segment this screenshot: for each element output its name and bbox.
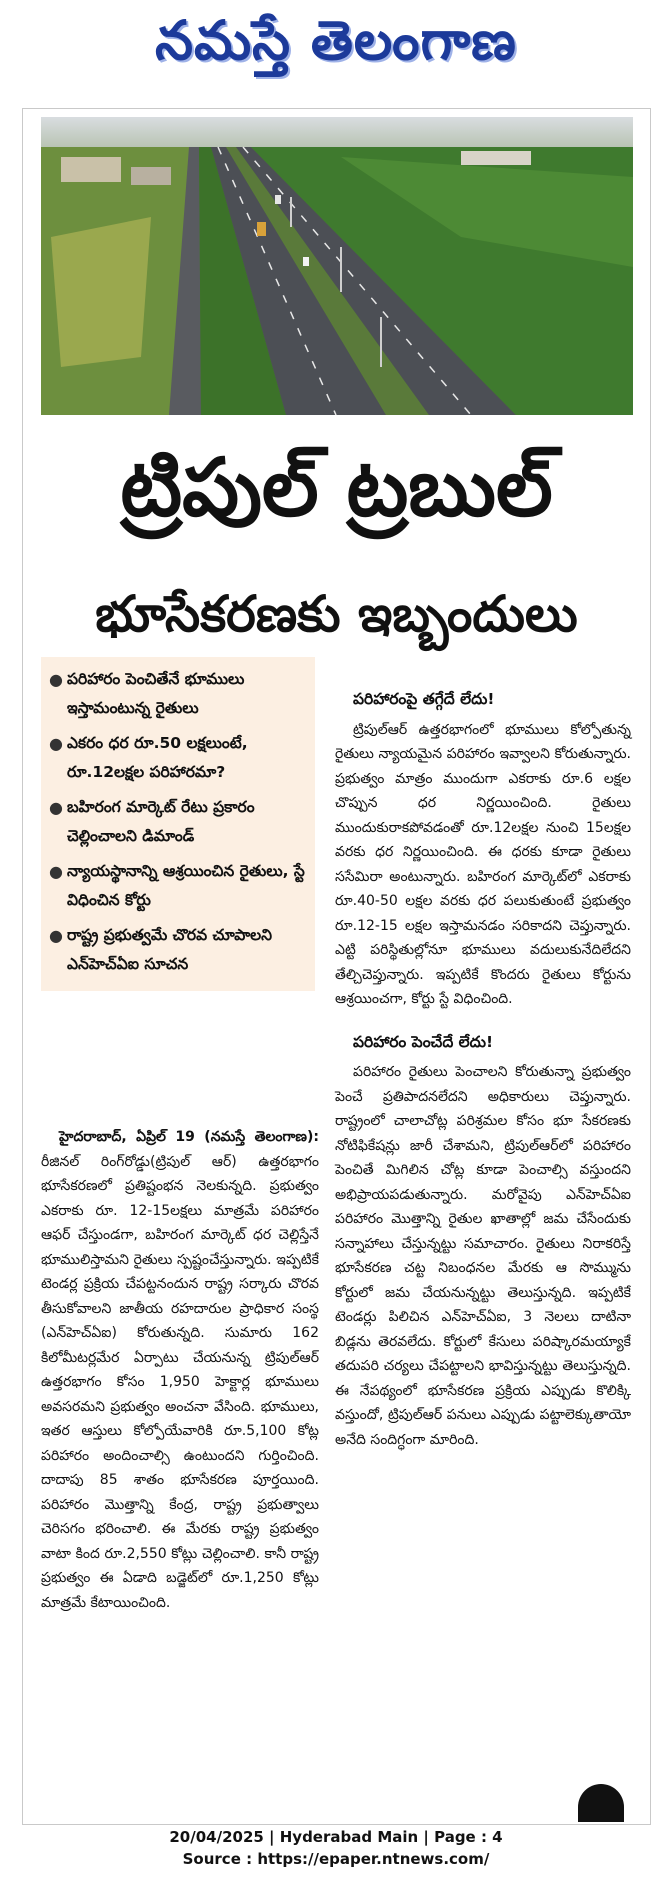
highlights-box [41,657,315,991]
headline: ట్రిపుల్ ట్రబుల్ [120,440,553,534]
bullet-icon: ● [49,670,63,689]
edition-info: 20/04/2025 | Hyderabad Main | Page : 4 [169,1828,503,1846]
body-paragraph [41,1125,319,1615]
article-body-right [335,687,631,1458]
page-corner-badge [578,1784,624,1822]
bullet-icon: ● [49,926,63,945]
highlight-item: ● బహిరంగ మార్కెట్ రేటు ప్రకారం చెల్లించాలని డిమాండ్ [49,793,309,851]
body-paragraph: ట్రిపుల్‌ఆర్ ఉత్తరభాగంలో భూములు కోల్పోతున్న రైతులు న్యాయమైన పరిహారం ఇవ్వాలని కోరుతున్నారు. ప్రభుత్వం మాత్రం ముందుగా ఎకరాకు రూ.6 లక్షల చొప్పున ధర నిర్ణయించింది. రైతులు ముందుకురాకపోవడంతో రూ.12లక్షల నుంచి 15లక్షల వరకు ధర నిర్ణయించింది. ఈ ధరకు కూడా రైతులు ససేమిరా అంటున్నారు. బహిరంగ మార్కెట్‌లో ఎకరాకు రూ.40-50 లక్షల వరకు ధర పలుకుతుంటే ప్రభుత్వం రూ.12-15 లక్షల ఇస్తామనడం సరికాదని చెప్తున్నారు. ఎట్టి పరిస్థితుల్లోనూ భూములు వదులుకునేదిలేదని తేల్చిచెప్తున్నారు. ఇప్పటికే కొందరు రైతులు కోర్టును ఆశ్రయించగా, కోర్టు స్టే విధించింది. [335,721,631,1007]
newspaper-logo: నమస్తే తెలంగాణ [155,8,517,72]
source-link[interactable]: Source : https://epaper.ntnews.com/ [182,1850,490,1868]
masthead [0,0,672,88]
body-paragraph: పరిహారం రైతులు పెంచాలని కోరుతున్నా ప్రభుత్వం పెంచే ప్రతిపాదనలేదని అధికారులు చెప్తున్నారు. రాష్ట్రంలో చాలాచోట్ల పరిశ్రమల కోసం భూ సేకరణకు నోటిఫికేషన్లు జారీ చేశామని, ట్రిపుల్‌ఆర్‌లో పరిహారం పెంచితే మిగిలిన చోట్ల కూడా పెంచాల్సి వస్తుందని అభిప్రాయపడుతున్నారు. మరోవైపు ఎన్‌హెచ్‌ఏఐ పరిహారం మొత్తాన్ని రైతుల ఖాతాల్లో జమ చేసేందుకు సన్నాహాలు చేస్తున్నట్టు సమాచారం. రైతులు నిరాకరిస్తే భూసేకరణ చట్ట నిబంధనల మేరకు ఆ సొమ్మును కోర్టులో జమ చేయనున్నట్టు తెలుస్తున్నది. ఇప్పటికే టెండర్లు పిలిచిన ఎన్‌హెచ్‌ఏఐ, 3 నెలలు దాటినా బిడ్లను తెరవలేదు. కోర్టులో కేసులు పరిష్కారమయ్యాకే తదుపరి చర్యలు చేపట్టాలని భావిస్తున్నట్టు తెలుస్తున్నది. ఈ నేపథ్యంలో భూసేకరణ ప్రక్రియ ఎప్పుడు కొలిక్కి వస్తుందో, ట్రిపుల్‌ఆర్ పనులు ఎప్పుడు పట్టాలెక్కుతాయో అనేది సందిగ్ధంగా మారింది. [335,1064,631,1448]
dateline: హైదరాబాద్, ఏప్రిల్ 19 (నమస్తే తెలంగాణ): [59,1129,319,1145]
body-text: రీజినల్ రింగ్‌రోడ్డు(ట్రిపుల్ ఆర్) ఉత్తరభాగం భూసేకరణలో ప్రతిష్టంభన నెలకున్నది. ప్రభుత్వం ఎకరాకు రూ. 12-15లక్షలు మాత్రమే పరిహారం ఆఫర్ చేస్తుండగా, బహిరంగ మార్కెట్ ధర చెల్లిస్తేనే భూములిస్తామని రైతులు స్పష్టంచేస్తున్నారు. ఇప్పటికే టెండర్ల ప్రక్రియ చేపట్టనందున రాష్ట్ర సర్కారు చొరవ తీసుకోవాలని జాతీయ రహదారుల ప్రాధికార సంస్థ (ఎన్‌హెచ్‌ఏఐ) కోరుతున్నది. సుమారు 162 కిలోమీటర్లమేర ఏర్పాటు చేయనున్న ట్రిపుల్‌ఆర్ ఉత్తరభాగం కోసం 1,950 హెక్టార్ల భూములు అవసరమని ప్రభుత్వం అంచనా వేసింది. భూములు, ఇతర ఆస్తులు కోల్పోయేవారికి రూ.5,100 కోట్ల పరిహారం అందించాల్సి ఉంటుందని గుర్తించింది. దాదాపు 85 శాతం భూసేకరణ పూర్తయింది. పరిహారం మొత్తాన్ని కేంద్ర, రాష్ట్ర ప్రభుత్వాలు చెరిసగం భరించాలి. ఈ మేరకు రాష్ట్ర ప్రభుత్వం వాటా కింద రూ.2,550 కోట్లు చెల్లించాలి. కానీ రాష్ట్ర ప్రభుత్వం ఈ ఏడాది బడ్జెట్‌లో రూ.1,250 కోట్లు మాత్రమే కేటాయించింది. [41,1153,319,1611]
section-heading: పరిహారంపై తగ్గేదే లేదు! [353,690,495,708]
article-clipping [22,108,651,1825]
section-heading: పరిహారం పెంచేదే లేదు! [353,1032,494,1051]
bullet-icon: ● [49,734,63,753]
highlight-item: ● ఎకరం ధర రూ.50 లక్షలుంటే, రూ.12లక్షల పరిహారమా? [49,729,309,787]
highlight-item: ● న్యాయస్థానాన్ని ఆశ్రయించిన రైతులు, స్టే విధించిన కోర్టు [49,857,309,915]
subheadline: భూసేకరణకు ఇబ్బందులు [95,584,578,643]
bullet-icon: ● [49,798,63,817]
bullet-icon: ● [49,862,63,881]
footer [0,1826,672,1870]
highlight-item: ● పరిహారం పెంచితేనే భూములు ఇస్తామంటున్న రైతులు [49,665,309,723]
highlight-item: ● రాష్ట్ర ప్రభుత్వమే చొరవ చూపాలని ఎన్‌హెచ్‌ఏఐ సూచన [49,921,309,979]
expressway-aerial-photo [41,117,633,415]
article-body-left [41,1125,319,1621]
